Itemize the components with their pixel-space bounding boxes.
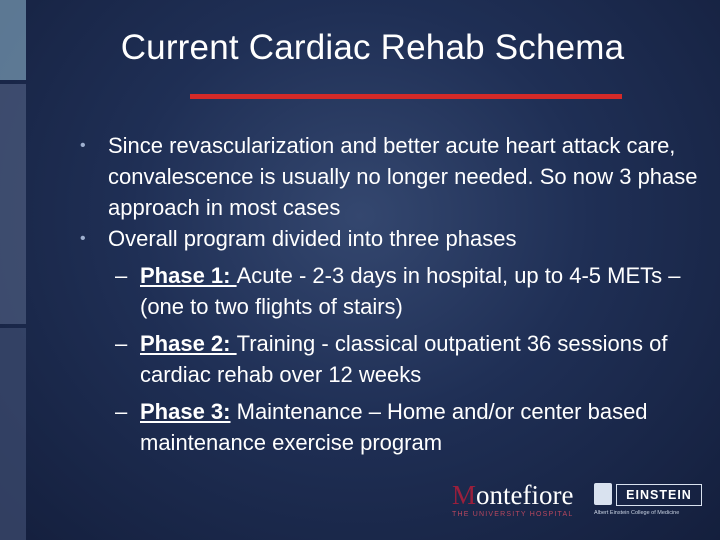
bullet-icon: • xyxy=(80,230,86,247)
einstein-wordmark: EINSTEIN xyxy=(616,484,702,506)
phase-item xyxy=(78,328,698,390)
slide-content xyxy=(78,130,698,458)
bullet-item xyxy=(78,223,698,254)
montefiore-logo xyxy=(452,480,584,518)
montefiore-tagline: THE UNIVERSITY HOSPITAL xyxy=(452,511,574,518)
title-underline-rule xyxy=(190,94,622,99)
phase-label: Phase 2: xyxy=(140,331,237,356)
einstein-tagline: Albert Einstein College of Medicine xyxy=(594,510,680,516)
edge-decoration xyxy=(0,84,26,324)
einstein-seal-icon xyxy=(594,483,612,505)
einstein-logo xyxy=(594,483,706,525)
dash-icon: – xyxy=(115,263,128,288)
dash-icon: – xyxy=(115,399,128,424)
phase-text: Maintenance – Home and/or center based maintenance exercise program xyxy=(140,399,648,455)
montefiore-wordmark: Montefiore xyxy=(452,480,574,510)
phase-item xyxy=(78,260,698,322)
slide-title: Current Cardiac Rehab Schema xyxy=(120,28,625,67)
phase-label: Phase 3: xyxy=(140,399,231,424)
bullet-text: Overall program divided into three phases xyxy=(108,226,517,251)
bullet-text: Since revascularization and better acute heart attack care, convalescence is usually no longer needed. So now 3 phase approach in most cases xyxy=(108,133,698,220)
logo-bar xyxy=(452,480,720,540)
phase-item xyxy=(78,396,698,458)
bullet-item xyxy=(78,130,698,223)
bullet-icon: • xyxy=(80,137,86,154)
phase-label: Phase 1: xyxy=(140,263,237,288)
phase-text: Acute - 2-3 days in hospital, up to 4-5 METs – (one to two flights of stairs) xyxy=(140,263,681,319)
phase-text: Training - classical outpatient 36 sessions of cardiac rehab over 12 weeks xyxy=(140,331,668,387)
dash-icon: – xyxy=(115,331,128,356)
edge-decoration xyxy=(0,328,26,540)
